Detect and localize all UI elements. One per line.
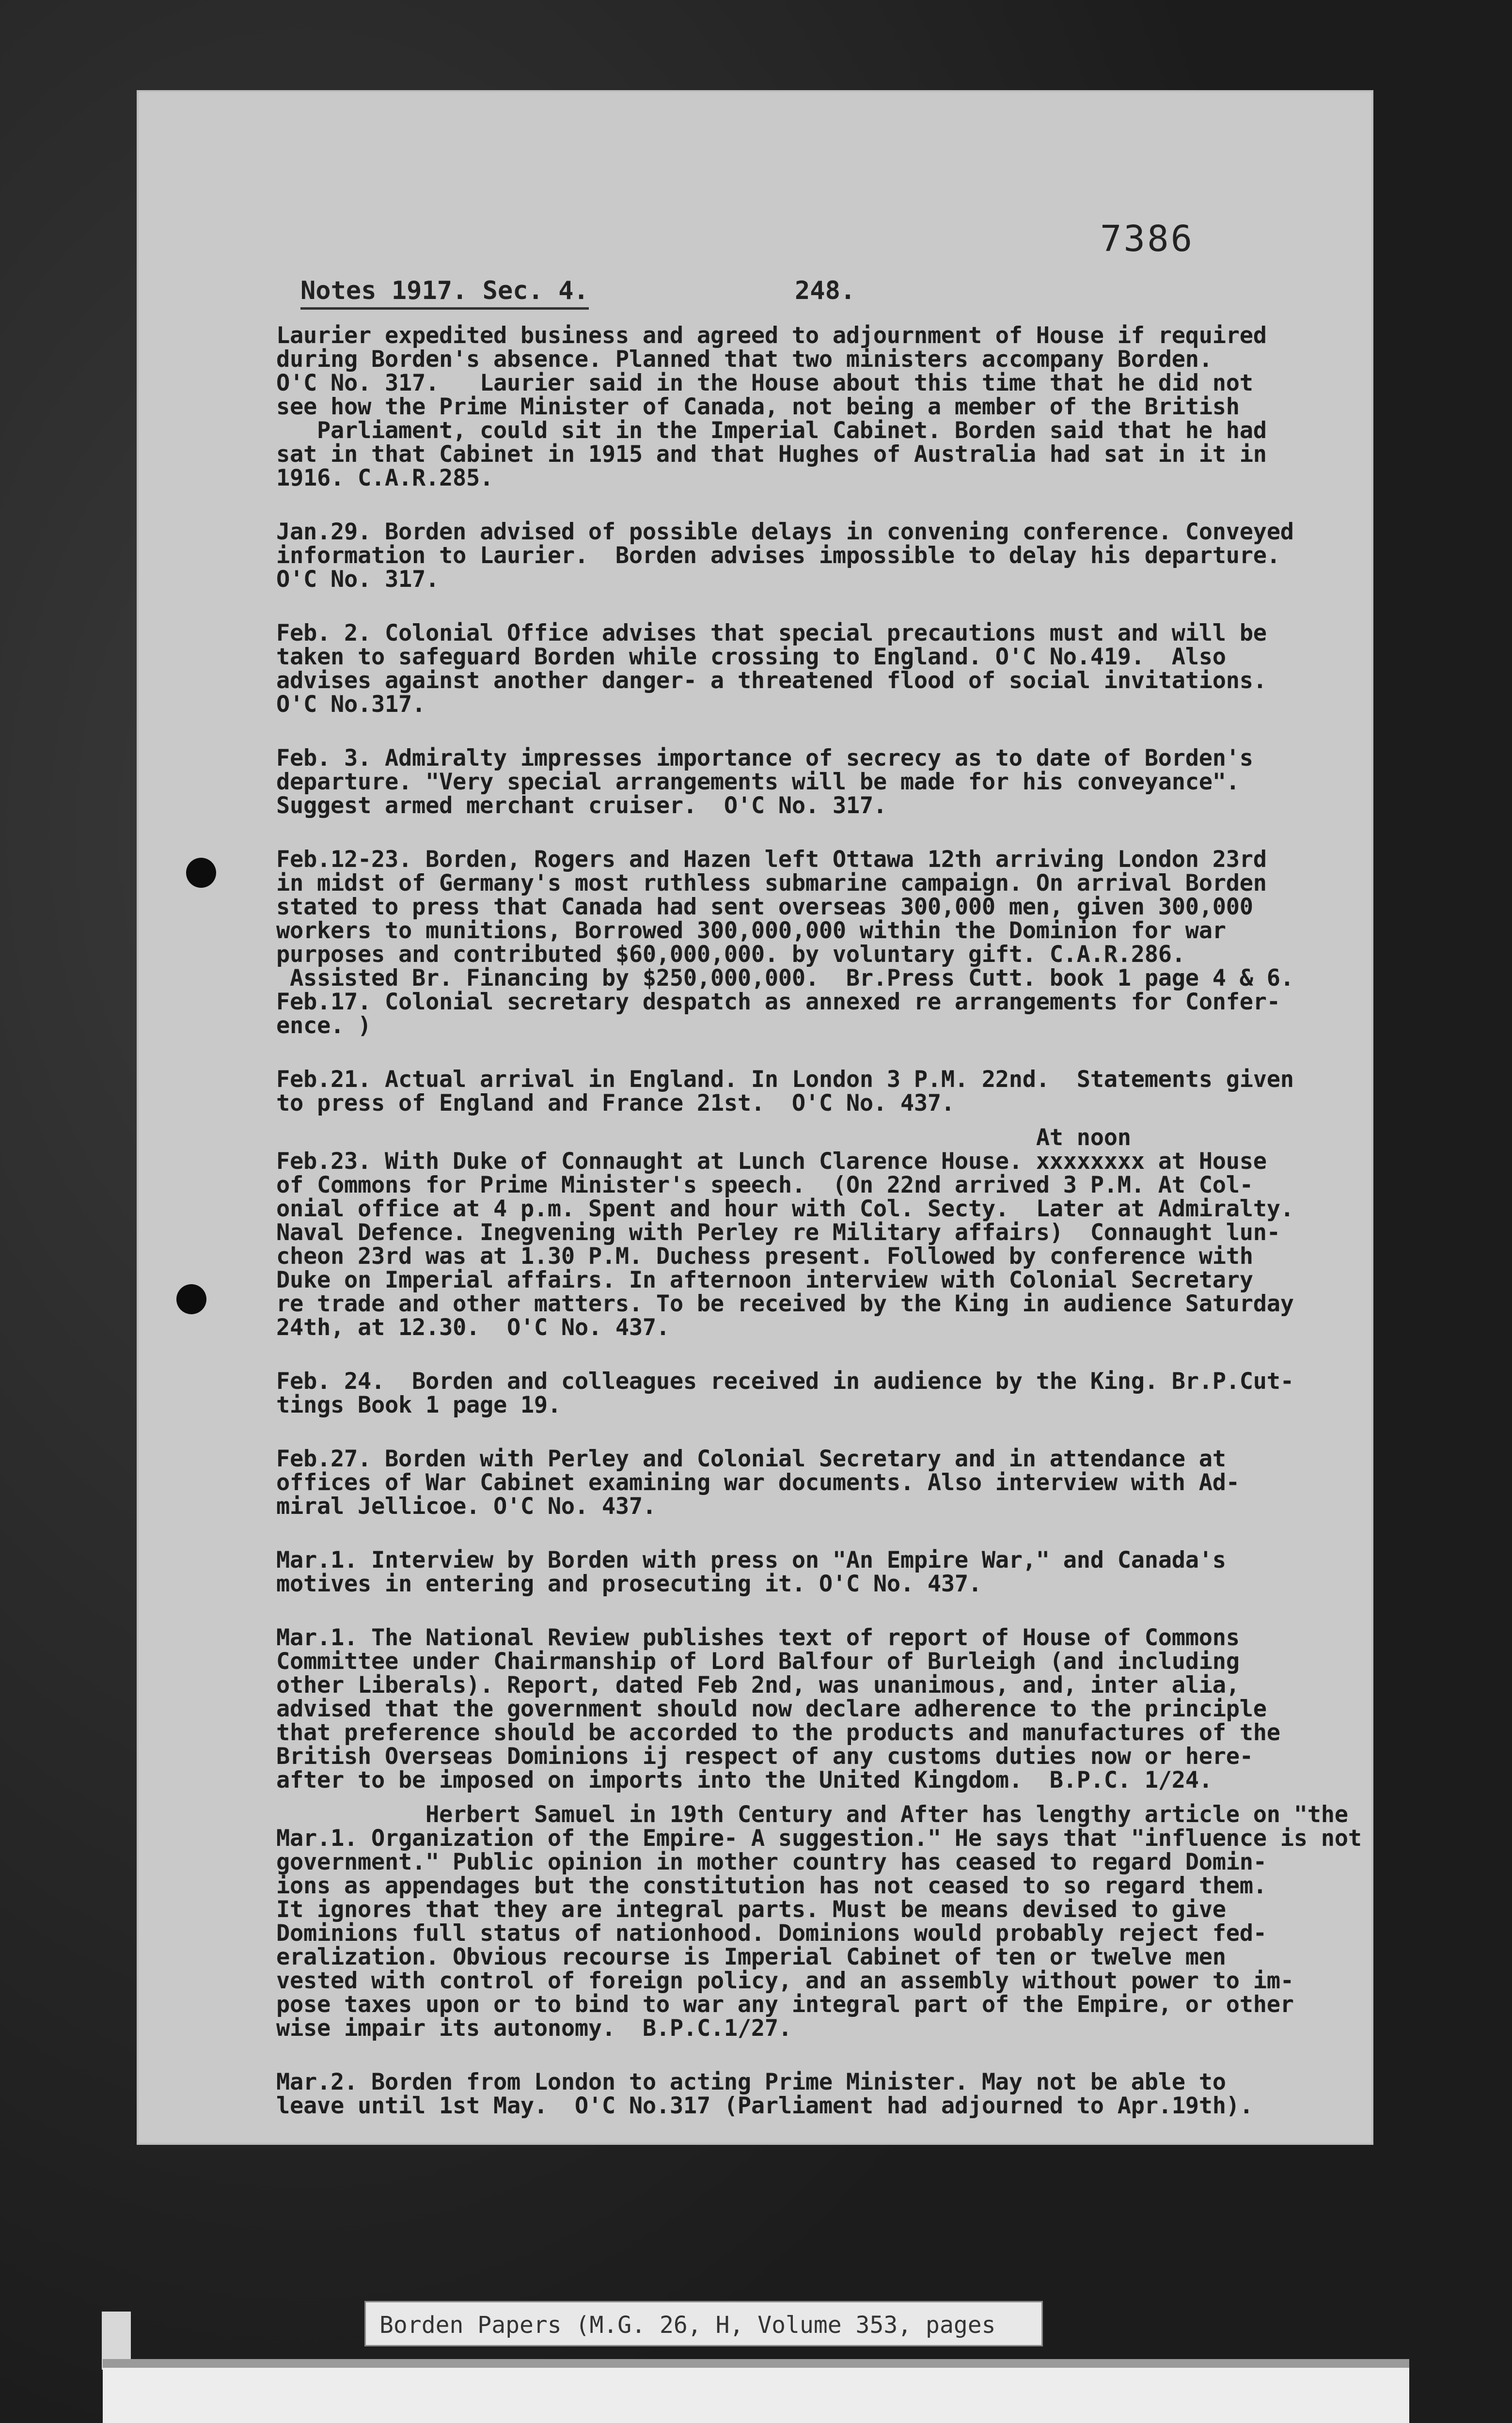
punch-hole bbox=[186, 858, 216, 888]
page-number: 248. bbox=[795, 276, 856, 305]
entry-paragraph: Feb.12-23. Borden, Rogers and Hazen left Ottawa 12th arriving London 23rd in midst of Germany's most ruthless submarine campaign. On arrival Borden stated to press that Canada had sent overseas 300,000 men, given 300,000 workers to munitions, Borrowed 300,000,000 within the Dominion for war purposes and contributed $60,000,000. by voluntary gift. C.A.R.286. Assisted Br. Financing by $250,000,000. Br.Press Cutt. book 1 page 4 & 6. Feb.17. Colonial secretary despatch as annexed re arrangements for Confer- ence. ) bbox=[276, 846, 1294, 1039]
entry-paragraph: Mar.1. The National Review publishes text of report of House of Commons Committee under Chairmanship of Lord Balfour of Burleigh (and including other Liberals). Report, dated Feb 2nd, was unanimous, and, inter alia, advised that the government should now declare adherence to the principle that preference should be accorded to the products and manufactures of the British Overseas Dominions ij respect of any customs duties now or here- after to be imposed on imports into the United Kingdom. B.P.C. 1/24. bbox=[276, 1624, 1280, 1794]
entry-paragraph: Feb.21. Actual arrival in England. In London 3 P.M. 22nd. Statements given to press of England and France 21st. O'C No. 437. bbox=[276, 1066, 1294, 1117]
entry-paragraph: Mar.2. Borden from London to acting Prime Minister. May not be able to leave until 1st May. O'C No.317 (Parliament had adjourned to Apr.19th). bbox=[276, 2069, 1253, 2119]
document-header bbox=[300, 276, 979, 315]
punch-hole bbox=[176, 1284, 206, 1314]
entry-paragraph: Feb. 3. Admiralty impresses importance of secrecy as to date of Borden's departure. "Very special arrangements will be made for his conveyance". Suggest armed merchant cruiser. O'C No. 317. bbox=[276, 745, 1253, 819]
entry-paragraph: Feb. 24. Borden and colleagues received in audience by the King. Br.P.Cut- tings Book 1 page 19. bbox=[276, 1368, 1294, 1418]
entry-paragraph: Laurier expedited business and agreed to adjournment of House if required during Borden's absence. Planned that two ministers accompany Borden. O'C No. 317. Laurier said in the House about this time that he did not see how the Prime Minister of Canada, not being a member of the British Parliament, could sit in the Imperial Cabinet. Borden said that he had sat in that Cabinet in 1915 and that Hughes of Australia had sat in it in 1916. C.A.R.285. bbox=[276, 322, 1267, 491]
entry-paragraph: Feb.27. Borden with Perley and Colonial Secretary and in attendance at offices of War Cabinet examining war documents. Also interview with Ad- miral Jellicoe. O'C No. 437. bbox=[276, 1446, 1240, 1520]
document-body bbox=[276, 324, 1371, 2148]
entry-paragraph: At noon Feb.23. With Duke of Connaught at Lunch Clarence House. xxxxxxxx at House of Commons for Prime Minister's speech. (On 22nd arrived 3 P.M. At Col- onial office at 4 p.m. Spent and hour with Col. Secty. Later at Admiralty. Naval Defence. Inegvening with Perley re Military affairs) Connaught lun- cheon 23rd was at 1.30 P.M. Duchess present. Followed by conference with Duke on Imperial affairs. In afternoon interview with Colonial Secretary re trade and other matters. To be received by the King in audience Saturday 24th, at 12.30. O'C No. 437. bbox=[276, 1124, 1294, 1341]
page-stamp-number: 7386 bbox=[1100, 218, 1195, 260]
entry-paragraph: Mar.1. Interview by Borden with press on "An Empire War," and Canada's motives in entering and prosecuting it. O'C No. 437. bbox=[276, 1547, 1226, 1597]
entry-paragraph: Feb. 2. Colonial Office advises that special precautions must and will be taken to safeguard Borden while crossing to England. O'C No.419. Also advises against another danger- a threatened flood of social invitations. O'C No.317. bbox=[276, 620, 1267, 718]
entry-paragraph: Jan.29. Borden advised of possible delays in convening conference. Conveyed information to Laurier. Borden advises impossible to delay his departure. O'C No. 317. bbox=[276, 519, 1294, 593]
archives-target-card bbox=[103, 2359, 1409, 2423]
collection-label: Borden Papers (M.G. 26, H, Volume 353, pages bbox=[364, 2301, 1043, 2346]
section-heading: Notes 1917. Sec. 4. bbox=[300, 276, 589, 310]
entry-paragraph: Herbert Samuel in 19th Century and After has lengthy article on "the Mar.1. Organization of the Empire- A suggestion." He says that "influence is not government." Public opinion in mother country has ceased to regard Domin- ions as appendages but the constitution has not ceased to so regard them. It ignores that they are integral parts. Must be means devised to give Dominions full status of nationhood. Dominions would probably reject fed- eralization. Obvious recourse is Imperial Cabinet of ten or twelve men vested with control of foreign policy, and an assembly without power to im- pose taxes upon or to bind to war any integral part of the Empire, or other wise impair its autonomy. B.P.C.1/27. bbox=[276, 1801, 1362, 2042]
